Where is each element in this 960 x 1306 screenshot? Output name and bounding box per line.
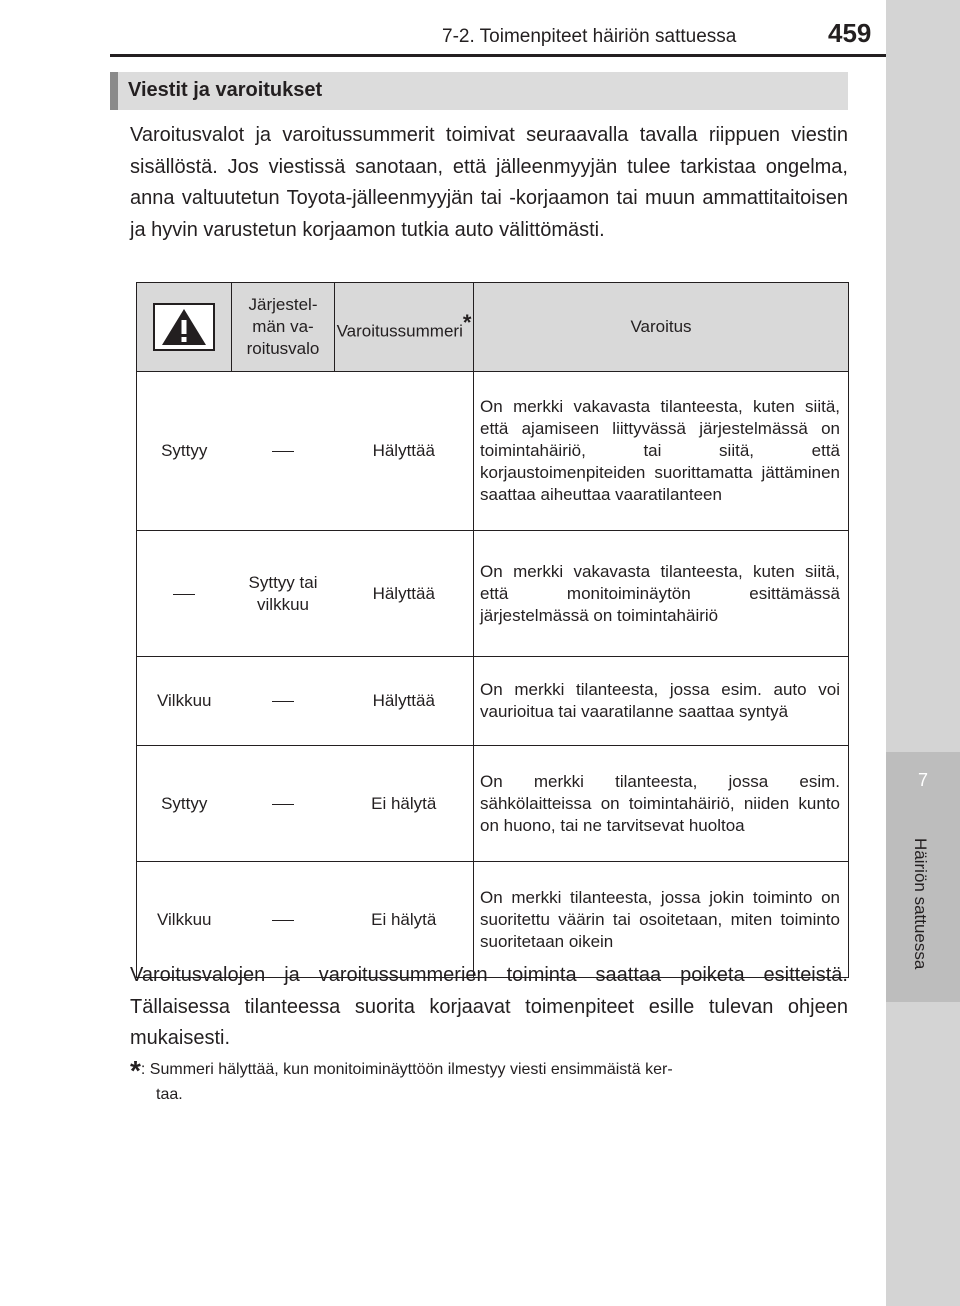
table-row xyxy=(137,746,849,862)
header-icon-cell xyxy=(137,283,232,372)
system-light-cell xyxy=(232,372,335,531)
section-heading-text: Viestit ja varoitukset xyxy=(128,79,323,101)
intro-paragraph: Varoitusvalot ja varoitussummerit toimivat seuraavalla tavalla riippuen viestin sisällöstä. Jos viestissä sanotaan, että jälleenmyyjän tulee tarkistaa ongelma, anna valtuutetun Toyota-jälleenmyyjän tai -korjaamon tai muun ammattitaitoisen ja hyvin varustetun korjaamon tutkia auto välittömästi. xyxy=(130,124,848,241)
description-cell: On merkki tilanteesta, jossa esim. auto voi vaurioitua tai vaaratilanne saattaa syntyä xyxy=(474,657,849,746)
footnote-text-line2: taa. xyxy=(156,1086,183,1103)
footnote-text-line1: : Summeri hälyttää, kun monitoiminäyttöön ilmestyy viesti ensimmäistä ker- xyxy=(140,1061,673,1078)
description-cell: On merkki tilanteesta, jossa jokin toiminto on suoritettu väärin tai osoitetaan, miten toiminto suoritetaan oikein xyxy=(474,862,849,978)
master-light-cell: Vilkkuu xyxy=(137,862,232,978)
header-buzzer-mark: * xyxy=(462,309,472,335)
page-number: 459 xyxy=(828,18,872,48)
dash-mark xyxy=(272,920,294,921)
warning-table xyxy=(136,282,849,978)
system-light-cell xyxy=(232,746,335,862)
master-light-cell: Syttyy xyxy=(137,746,232,862)
footnote xyxy=(130,1055,848,1107)
header-buzzer-label: Varoitussummeri xyxy=(336,321,463,341)
buzzer-cell: Hälyttää xyxy=(335,657,474,746)
section-heading xyxy=(110,72,848,110)
header-system-light: Järjestel- män va- roitusvalo xyxy=(232,283,335,372)
dash-mark xyxy=(272,701,294,702)
master-light-cell xyxy=(137,531,232,657)
table-row xyxy=(137,531,849,657)
dash-mark xyxy=(173,594,195,595)
dash-mark xyxy=(272,451,294,452)
header-divider xyxy=(110,54,886,57)
system-light-cell: Syttyy tai vilkkuu xyxy=(232,531,335,657)
description-cell: On merkki vakavasta tilanteesta, kuten siitä, että monitoiminäytön esittämässä järjestelmässä on toimintahäiriö xyxy=(474,531,849,657)
chapter-title: Häiriön sattuessa xyxy=(911,838,930,970)
system-light-cell xyxy=(232,657,335,746)
description-cell: On merkki tilanteesta, jossa esim. sähkölaitteissa on toimintahäiriö, niiden kunto on huono, tai ne tarvitsevat huoltoa xyxy=(474,746,849,862)
header-buzzer xyxy=(335,283,474,372)
master-light-cell: Syttyy xyxy=(137,372,232,531)
buzzer-cell: Hälyttää xyxy=(335,531,474,657)
outro-paragraph: Varoitusvalojen ja varoitussummerien toiminta saattaa poiketa esitteistä. Tällaisessa tilanteessa suorita korjaavat toimenpiteet esille tulevan ohjeen mukaisesti. xyxy=(130,964,848,1049)
section-heading-bar xyxy=(110,72,118,110)
table-header-row xyxy=(137,283,849,372)
buzzer-cell: Ei hälytä xyxy=(335,862,474,978)
chapter-number: 7 xyxy=(917,770,928,790)
footnote-mark: * xyxy=(130,1055,141,1086)
table-row xyxy=(137,657,849,746)
dash-mark xyxy=(272,804,294,805)
master-light-cell: Vilkkuu xyxy=(137,657,232,746)
table-row xyxy=(137,372,849,531)
description-cell: On merkki vakavasta tilanteesta, kuten siitä, että ajamiseen liittyvässä järjestelmässä on toimintahäiriö, tai siitä, että korjaustoimenpiteiden suorittamatta jättäminen saattaa aiheuttaa vaaratilanteen xyxy=(474,372,849,531)
chapter-side-tab xyxy=(886,0,960,1306)
buzzer-cell: Hälyttää xyxy=(335,372,474,531)
header-warning: Varoitus xyxy=(474,283,849,372)
buzzer-cell: Ei hälytä xyxy=(335,746,474,862)
header-section-title: 7-2. Toimenpiteet häiriön sattuessa xyxy=(442,26,737,47)
warning-triangle-icon xyxy=(153,303,215,351)
